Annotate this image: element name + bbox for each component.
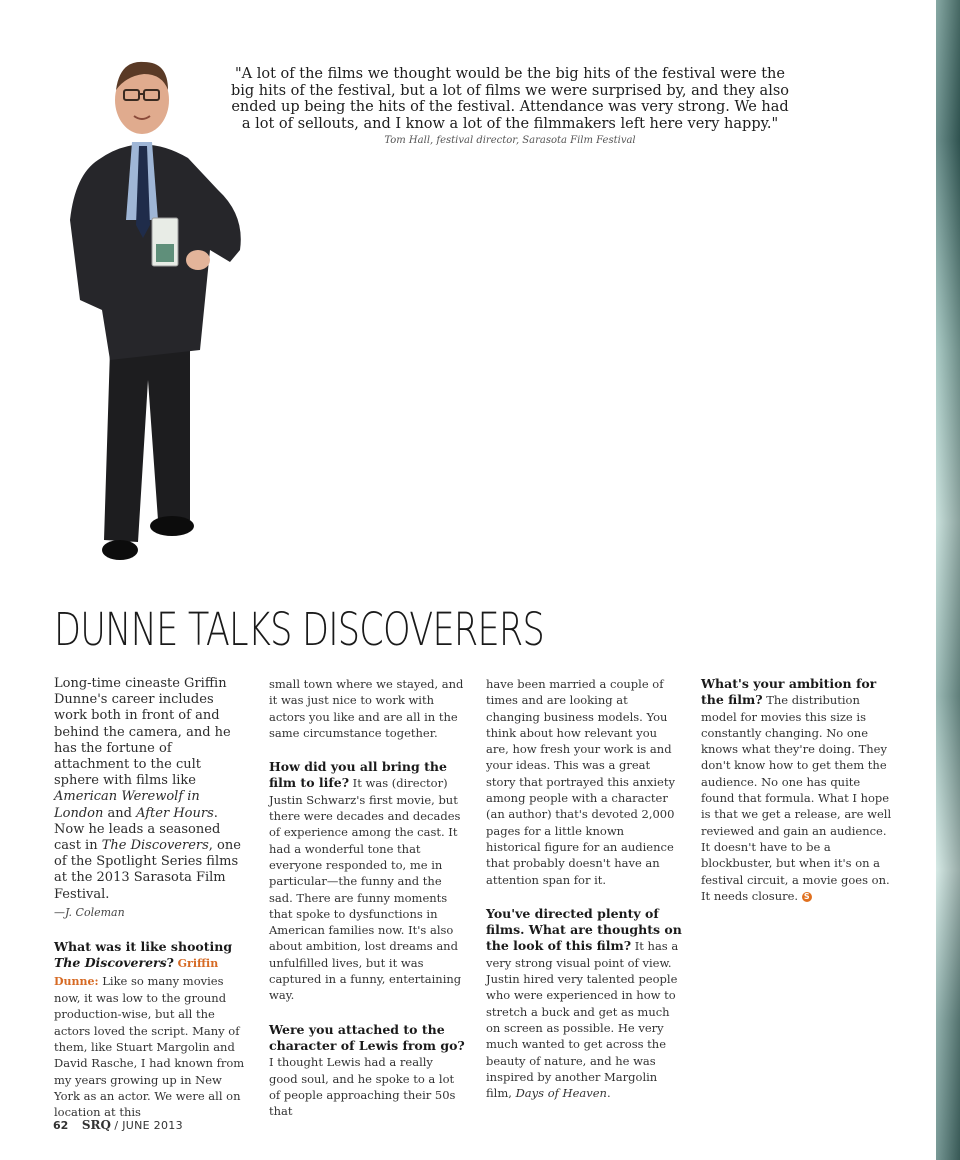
film-title: Days of Heaven — [515, 1086, 607, 1101]
question-5: What's your ambition for the film? — [701, 676, 877, 708]
film-title: The Discoverers — [101, 838, 209, 854]
qa-block-5 — [701, 676, 897, 904]
answer-1-part-2: small town where we stayed, and it was just nice to work with actors you like and are all in the same circumstance together. — [269, 677, 464, 740]
question-1: What was it like shooting The Discoverers? — [54, 939, 233, 971]
page-edge-decoration — [936, 0, 960, 1160]
magazine-name: SRQ — [81, 1118, 111, 1132]
question-2: How did you all bring the film to life? — [269, 759, 447, 791]
article-column-4 — [701, 676, 897, 904]
intro-paragraph: Long-time cineaste Griffin Dunne's career includes work both in front of and behind the camera, and he has the fortune of attachment to the cult sphere with films like American Werewolf in London and After Hours. Now he leads a seasoned cast in The Discoverers, one of the Spotlight Series films at the 2013 Sarasota Film Festival. — [54, 676, 241, 902]
end-of-article-icon: S — [802, 892, 812, 902]
page-number: 62 — [53, 1119, 69, 1132]
answer-1-part-1: Like so many movies now, it was low to the ground production-wise, but all the actors loved the script. Many of them, like Stuart Margolin and David Rasche, I had known from my years growing up in New York as an actor. We were all on location at this — [54, 973, 245, 1120]
speaker-name: Griffin Dunne: — [54, 957, 219, 988]
qa-block-1 — [54, 939, 250, 1120]
issue-date: / JUNE 2013 — [114, 1119, 183, 1132]
portrait-photo — [40, 50, 260, 580]
answer-3-part-2: have been married a couple of times and are looking at changing business models. You think about how relevant you are, how fresh your work is and your ideas. This was a great story that portrayed this anxiety among people with a character (an author) that's devoted 2,000 pages for a little known historical figure for an audience that probably doesn't have an attention span for it. — [486, 677, 675, 887]
article-column-2 — [269, 676, 465, 1119]
pull-quote — [228, 66, 792, 146]
question-4: You've directed plenty of films. What are thoughts on the look of this film? — [486, 905, 682, 954]
page-footer — [53, 1118, 183, 1132]
film-title: American Werewolf in London — [54, 789, 200, 821]
article-headline: DUNNE TALKS DISCOVERERS — [54, 603, 544, 656]
pull-quote-attribution: Tom Hall, festival director, Sarasota Film Festival — [384, 135, 636, 146]
article-column-3 — [486, 676, 682, 1101]
answer-5: The distribution model for movies this size is constantly changing. No one knows what they're doing. They don't know how to get them the audience. No one has quite found that formula. What I hope is that we get a release, are well reviewed and gain an audience. It doesn't have to be a blockbuster, but when it's on a festival circuit, a movie goes on. It needs closure. — [701, 693, 892, 903]
qa-block-2 — [269, 759, 465, 1003]
author-credit: —J. Coleman — [54, 905, 125, 919]
film-title: After Hours — [136, 805, 214, 821]
question-3: Were you attached to the character of Lewis from go? — [269, 1021, 465, 1053]
answer-3-part-1: I thought Lewis had a really good soul, and he spoke to a lot of people approaching their 50s that — [269, 1055, 456, 1119]
pull-quote-text: "A lot of the films we thought would be the big hits of the festival were the big hits of the festival, but a lot of films we were surprised by, and they also ended up being the hits of the festival. Attendance was very strong. We had a lot of sellouts, and I know a lot of the filmmakers left here very happy." — [230, 66, 790, 132]
qa-block-4: You've directed plenty of films. What are thoughts on the look of this film? It has a very strong visual point of view. Justin hired very talented people who were experienced in how to stretch a buck and get as much on screen as possible. He very much wanted to get across the beauty of nature, and he was inspired by another Margolin film, Days of Heaven. — [486, 905, 682, 1101]
answer-4: It has a very strong visual point of view. Justin hired very talented people who were experienced in how to stretch a buck and get as much on screen as possible. He very much wanted to get across the beauty of nature, and he was inspired by another Margolin film, — [486, 939, 679, 1101]
article-column-1 — [54, 676, 250, 1120]
qa-block-3 — [269, 1022, 465, 1120]
answer-2: It was (director) Justin Schwarz's first movie, but there were decades and decades of experience among the cast. It had a wonderful tone that everyone responded to, me in particular—the funny and the sad. There are funny moments that spoke to dysfunctions in American families now. It's also about ambition, lost dreams and unfulfilled lives, but it was captured in a funny, entertaining way. — [269, 776, 462, 1003]
